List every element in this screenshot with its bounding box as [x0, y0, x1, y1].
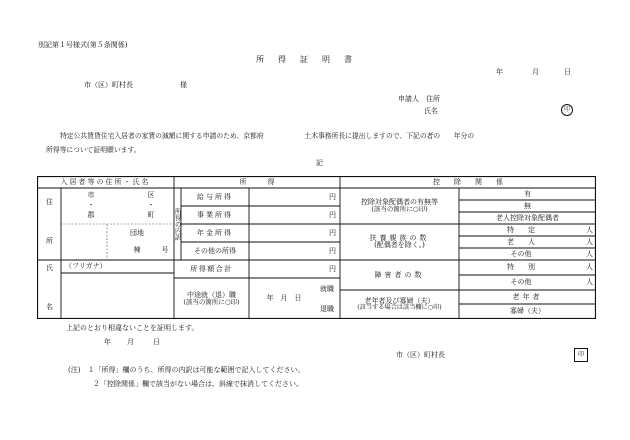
certify-text: 上記のとおり相違ないことを証明します。 — [66, 324, 199, 332]
spouse-yes: 有 — [524, 189, 531, 198]
applicant-name-label: 氏名 — [424, 107, 438, 115]
cert-day: 日 — [153, 338, 160, 346]
dependents-specific-label: 特 定 — [507, 225, 535, 234]
addr-ku: 区 — [147, 191, 155, 199]
income-total-unit: 円 — [329, 264, 336, 273]
form-number: 別記第１号様式(第５条関係) — [38, 41, 128, 49]
disabled-special-unit: 人 — [586, 263, 593, 271]
dependents-elderly-label: 老 人 — [507, 237, 535, 246]
spouse-no: 無 — [524, 201, 531, 210]
income-unit-pension: 円 — [329, 228, 336, 237]
income-unit-business: 円 — [329, 210, 336, 219]
addr-go: 号 — [161, 246, 169, 254]
spouse-label: 控除対象配偶者の有無等 (該当の箇所に○印) — [361, 198, 438, 214]
seal-mark: 印 — [563, 106, 570, 113]
widow-row: 寡婦（夫） — [510, 307, 545, 315]
addr-shi: 市 — [87, 191, 95, 199]
addressee-city: 市（区）町村長 — [84, 81, 133, 89]
dependents-label: 扶養親族の数 (配偶者を除く。) — [369, 234, 430, 249]
cert-month: 月 — [127, 338, 134, 346]
income-label-business: 事業所得 — [197, 210, 233, 219]
dependents-specific-unit: 人 — [586, 225, 593, 234]
dependents-other-label: その他 — [510, 249, 532, 258]
ki-label: 記 — [316, 159, 323, 167]
col-header-deduction: 控 除 関 係 — [433, 177, 503, 186]
disabled-other-label: その他 — [510, 278, 532, 286]
midyear-label: 中途就（退）職 (該当の箇所に○印) — [183, 290, 240, 306]
income-unit-salary: 円 — [329, 192, 336, 201]
addr-dot-1: ・ — [87, 200, 95, 209]
income-total-label: 所得額合計 — [190, 264, 233, 273]
request-line-1: 特定公共賃貸住宅入居者の家賃の減額に関する申請のため、京都府 土木事務所長に提出しますので、下記の者の 年分の — [60, 132, 475, 140]
elderly-widow-label: 老年者及び寡婦（夫） (該当する場合は該当欄に○印) — [357, 296, 442, 311]
addr-dot-2: ・ — [147, 200, 155, 209]
col-header-resident: 入居者等の住所・氏名 — [60, 177, 151, 186]
disabled-label: 障害者の数 — [374, 270, 425, 279]
addr-mune: 棟 — [133, 246, 141, 254]
date-month: 月 — [532, 68, 539, 76]
date-day: 日 — [564, 68, 571, 76]
income-unit-other: 円 — [329, 246, 336, 255]
spouse-elderly: 老人控除対象配偶者 — [496, 213, 559, 222]
applicant-seal — [561, 104, 573, 116]
note-2: ２「控除関係」欄で該当がない場合は、斜線で抹消してください。 — [93, 380, 303, 388]
dependents-elderly-unit: 人 — [586, 237, 593, 246]
income-label-other: その他の所得 — [194, 246, 236, 255]
issuer-seal — [574, 348, 588, 362]
issuer-label: 市（区）町村長 — [396, 351, 445, 359]
cert-year: 年 — [104, 338, 111, 346]
document-title: 所 得 証 明 書 — [256, 55, 355, 64]
income-breakdown-label: 所得の内訳 — [173, 207, 182, 241]
addr-cho: 町 — [147, 211, 155, 219]
disabled-other-unit: 人 — [586, 278, 593, 286]
address-label: 住 所 — [45, 198, 54, 250]
name-label: 氏 名 — [45, 263, 54, 316]
addressee-honorific: 様 — [180, 81, 187, 89]
midyear-date: 年 月 日 — [266, 294, 302, 302]
midyear-joined: 就職 — [320, 284, 334, 293]
addr-gun: 郡 — [87, 211, 95, 219]
dependents-other-unit: 人 — [586, 249, 593, 258]
elderly-row: 老年者 — [512, 292, 543, 301]
disabled-special-label: 特 別 — [507, 263, 535, 271]
applicant-address-label: 申請人 住所 — [398, 95, 440, 103]
income-label-salary: 給与所得 — [197, 192, 233, 201]
midyear-left: 退職 — [320, 304, 334, 313]
income-certificate-table — [37, 176, 596, 319]
col-header-income: 所 得 — [239, 177, 275, 186]
addr-danchi: 団地 — [130, 229, 144, 237]
date-year: 年 — [496, 68, 503, 76]
issuer-seal-mark: 印 — [577, 351, 584, 358]
request-line-2: 所得等について証明願います。 — [46, 146, 141, 154]
note-1: (注) １「所得」欄のうち、所得の内訳は可能な範囲で記入してください。 — [68, 366, 305, 374]
income-label-pension: 年金所得 — [197, 228, 233, 237]
furigana-label: （フリガナ） — [65, 262, 107, 270]
